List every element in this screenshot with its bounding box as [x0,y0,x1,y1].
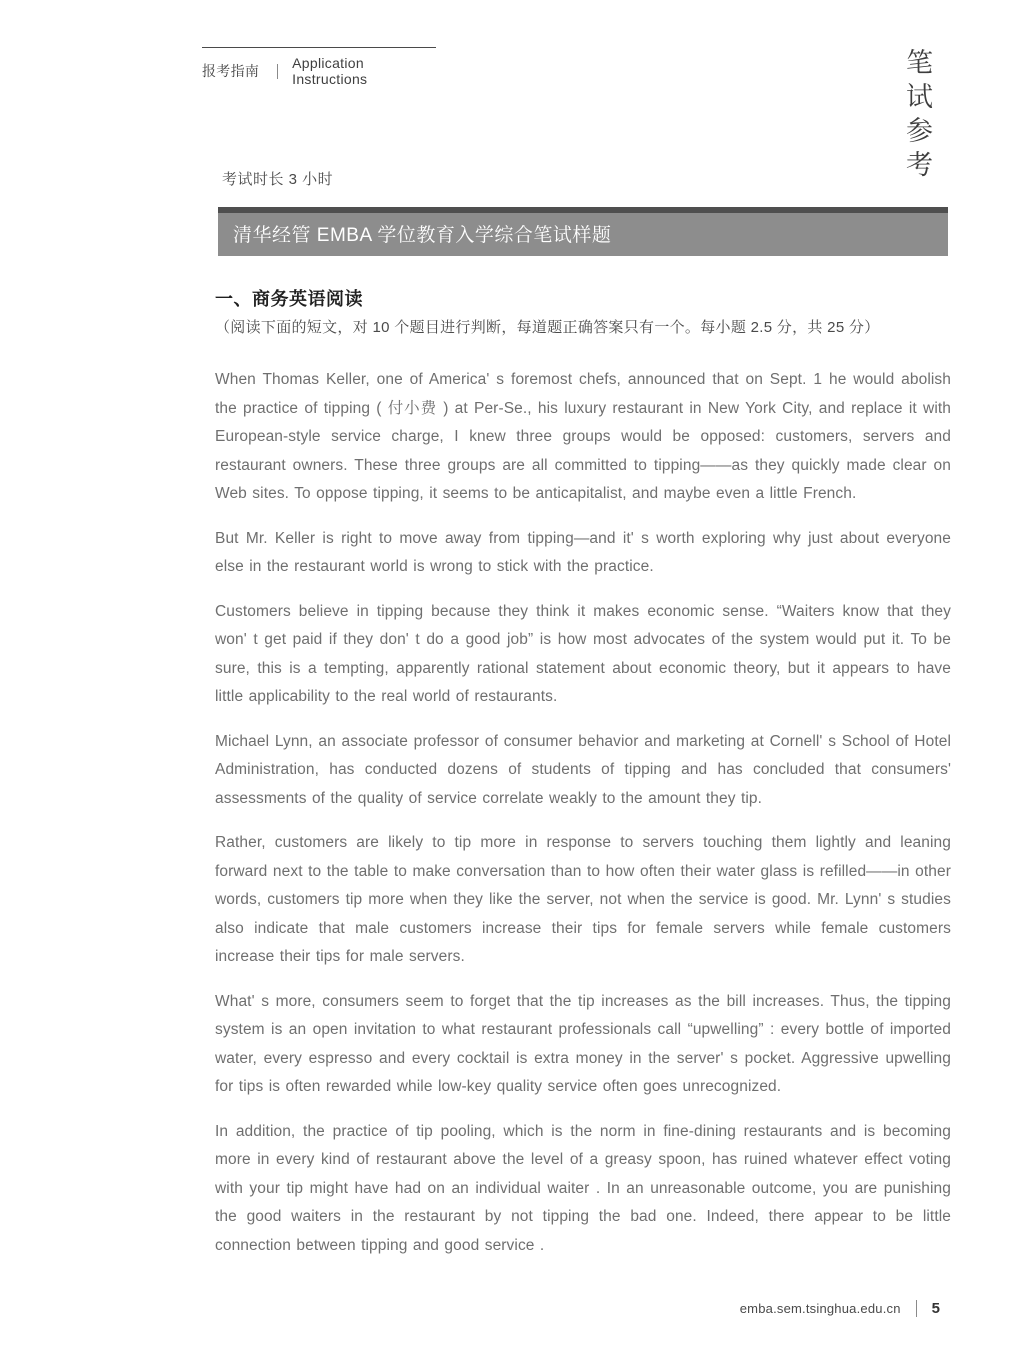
footer-divider [916,1300,917,1317]
body-paragraph: Rather, customers are likely to tip more in response to servers touching them lightly and leaning forward next to the table to make conversation than to how often their water glass is refilled——in other words, customers tip more when they like the server, not when the service is good. Mr. Lynn' s studies also indicate that male customers increase their tips for female servers while female customers increase their tips for male servers. [215,834,951,965]
reading-passage [215,366,951,1260]
breadcrumb-zh: 报考指南 [202,63,260,79]
body-paragraph: Michael Lynn, an associate professor of consumer behavior and marketing at Cornell' s School of Hotel Administration, has conducted dozens of students of tipping and has concluded that consumers' assessments of the quality of service correlate weakly to the amount they tip. [215,732,951,807]
breadcrumb [202,47,436,87]
breadcrumb-divider [277,64,278,79]
banner-title: 清华经管 EMBA 学位教育入学综合笔试样题 [218,213,948,256]
vertical-section-label: 笔试参考 [902,48,932,184]
exam-duration-note: 考试时长 3 小时 [222,171,334,188]
breadcrumb-en: Application Instructions [292,55,368,87]
body-paragraph: But Mr. Keller is right to move away from tipping—and it' s worth exploring why just about everyone else in the restaurant world is wrong to stick with the practice. [215,529,951,575]
section-instructions: （阅读下面的短文，对 10 个题目进行判断，每道题正确答案只有一个。每小题 2.5 分，共 25 分） [215,319,880,336]
body-paragraph: When Thomas Keller, one of America' s foremost chefs, announced that on Sept. 1 he would abolish the practice of tipping ( 付小费 ) at Per-Se., his luxury restaurant in New York City, and replace it with European-style service charge, I knew three groups would be opposed: customers, servers and restaurant owners. These three groups are all committed to tipping——as they quickly made clear on Web sites. To oppose tipping, it seems to be anticapitalist, and maybe even a little French. [215,371,951,502]
body-paragraph: Customers believe in tipping because they think it makes economic sense. “Waiters know that they won' t get paid if they don' t do a good job” is how most advocates of the system would put it. To be sure, this is a tempting, apparently rational statement about economic theory, but it appears to have little applicability to the real world of restaurants. [215,602,951,705]
page-number: 5 [931,1300,940,1317]
body-paragraph: In addition, the practice of tip pooling, which is the norm in fine-dining restaurants and is becoming more in every kind of restaurant above the level of a greasy spoon, has ruined whatever effect voting with your tip might have had on an individual waiter . In an unreasonable outcome, you are punishing the good waiters in the restaurant by not tipping the bad one. Indeed, there appear to be little connection between tipping and good service . [215,1122,951,1254]
body-paragraph: What' s more, consumers seem to forget that the tip increases as the bill increases. Thus, the tipping system is an open invitation to what restaurant professionals call “upwelling” : every bottle of imported water, every espresso and every cocktail is extra money in the server' s pocket. Aggressive upwelling for tips is often rewarded while low-key quality service often goes unrecognized. [215,992,951,1095]
footer-url: emba.sem.tsinghua.edu.cn [739,1301,901,1316]
page-footer [740,1300,940,1317]
section-heading: 一、商务英语阅读 [215,289,363,309]
sample-title-banner [218,207,948,256]
